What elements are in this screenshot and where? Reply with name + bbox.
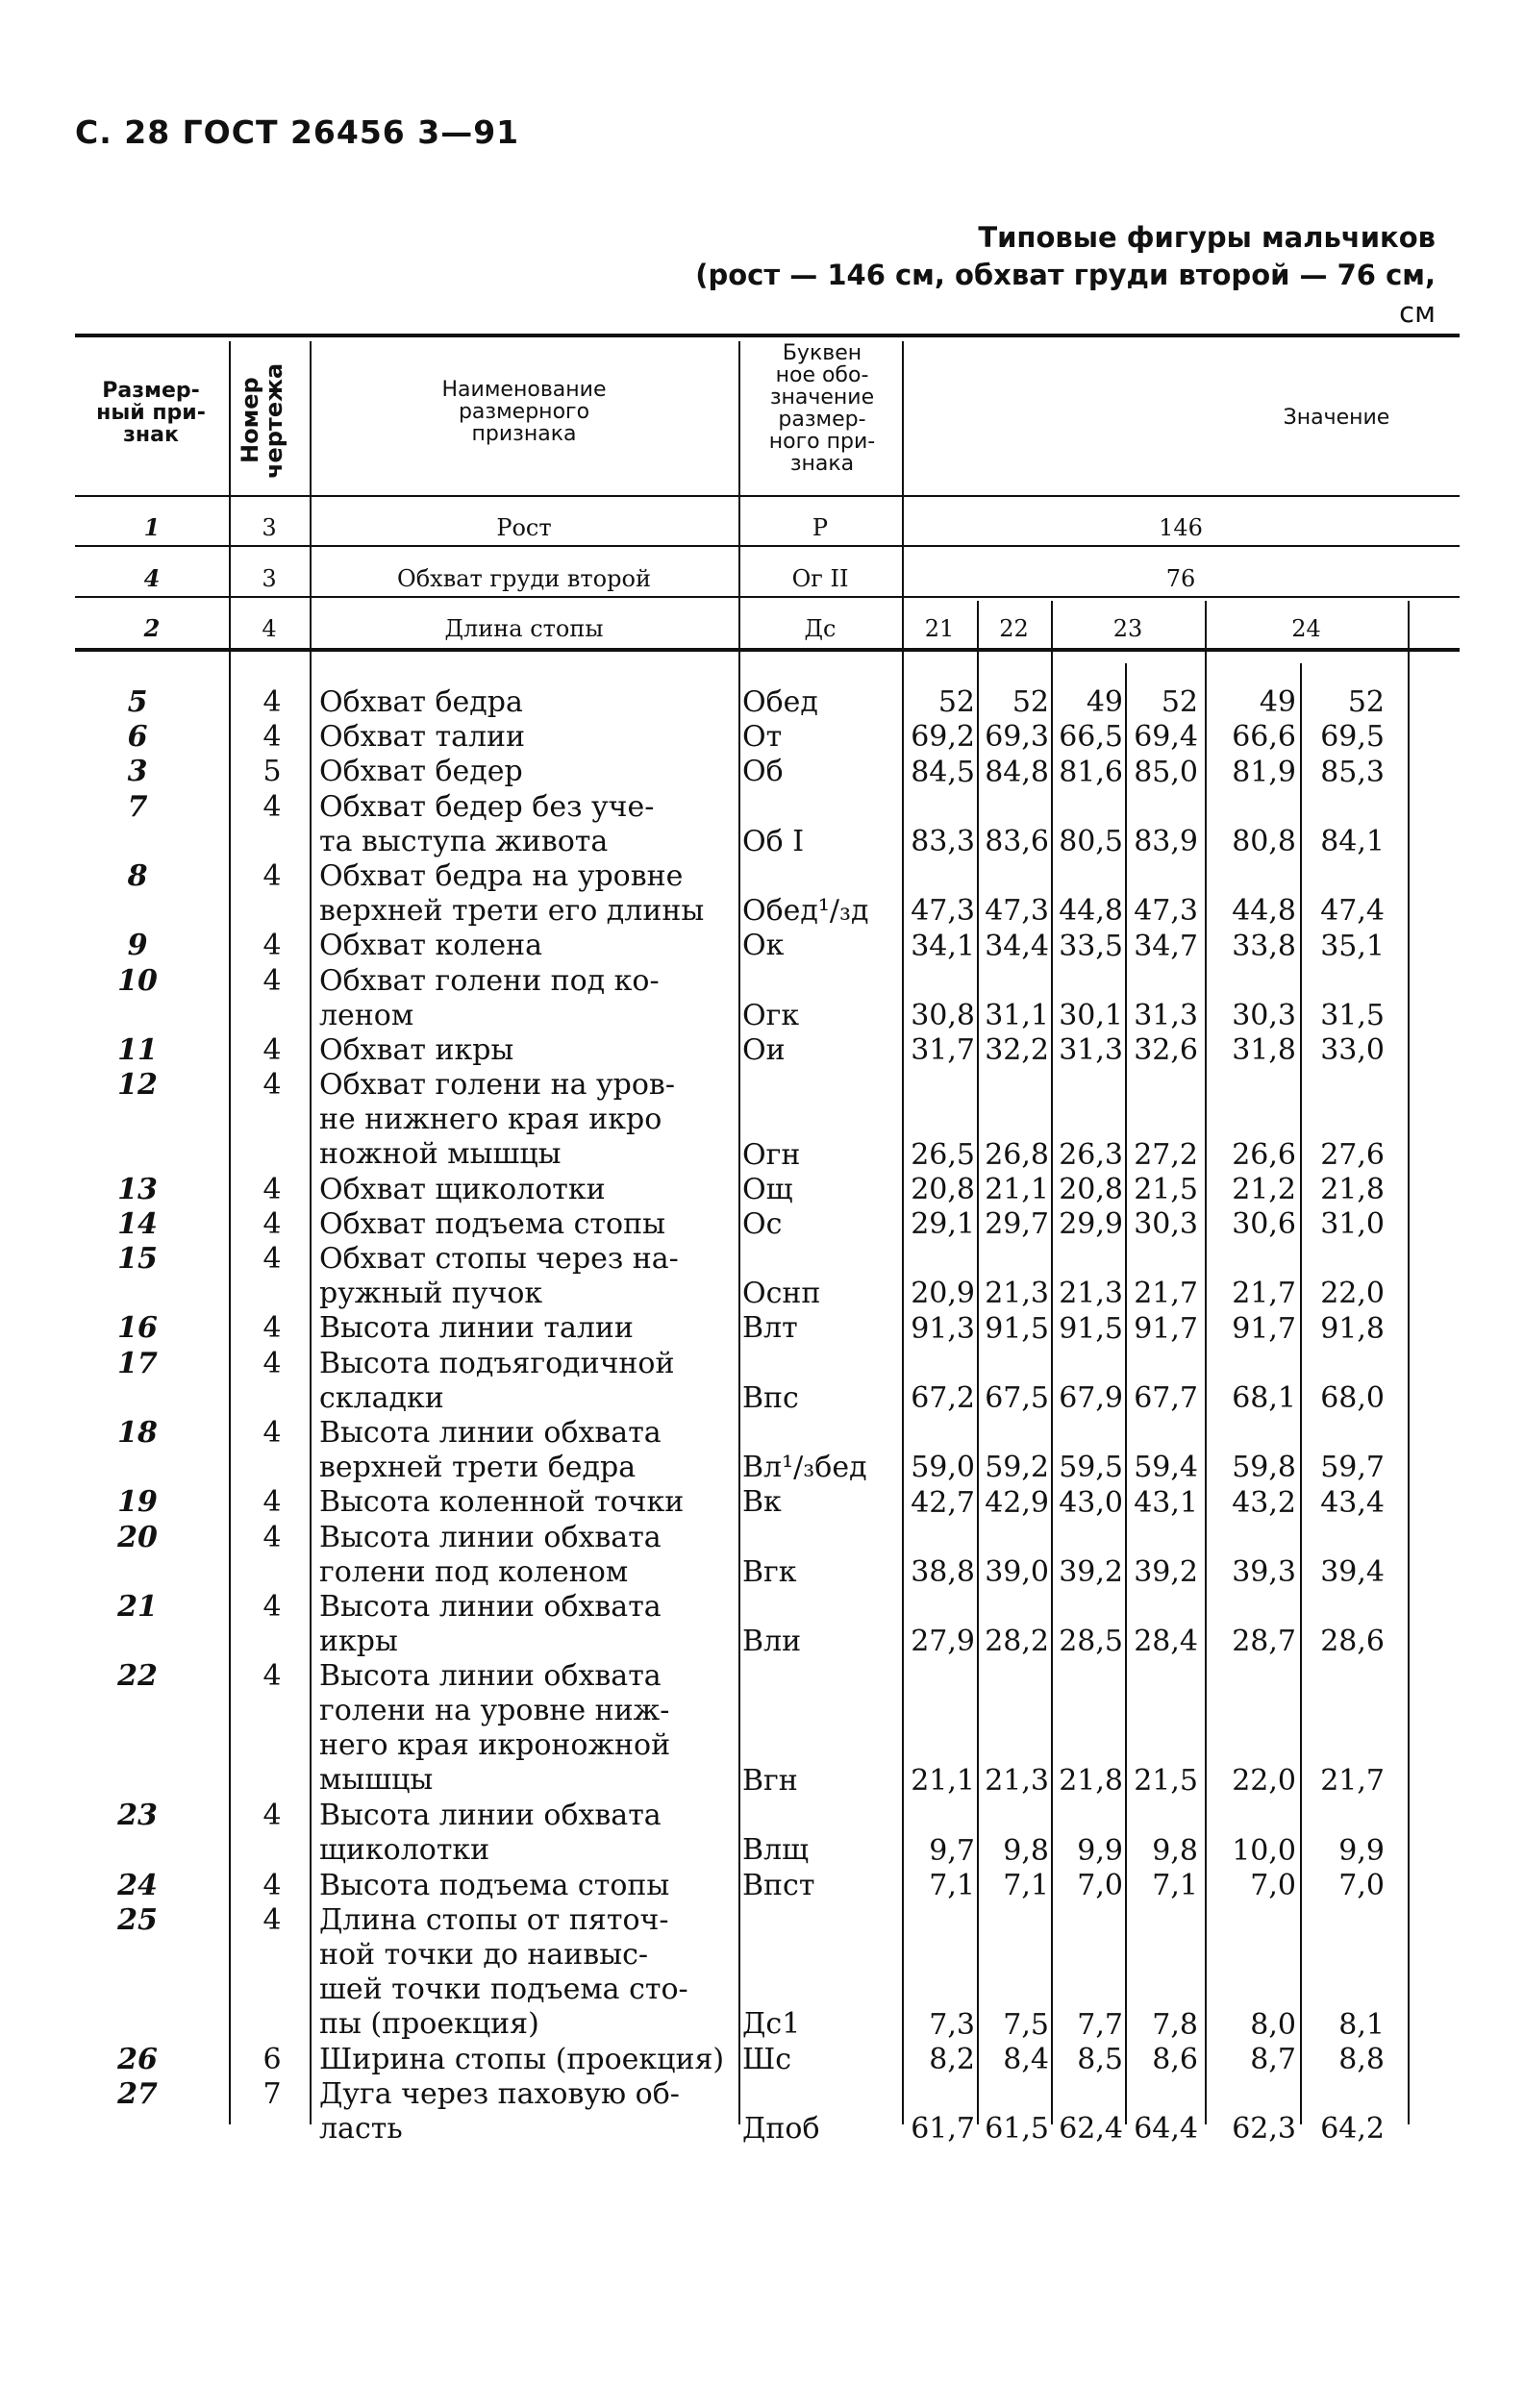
value-cell: 21,7 bbox=[1134, 1277, 1198, 1311]
foot-size-22: 22 bbox=[999, 615, 1029, 642]
value-cell: 20,8 bbox=[1059, 1172, 1123, 1206]
value-cell: 80,5 bbox=[1059, 824, 1123, 858]
feature-code: Вгн bbox=[742, 1764, 798, 1798]
feature-code: Оснп bbox=[742, 1277, 821, 1311]
row-drawing: 3 bbox=[262, 514, 277, 541]
value-cell: 91,3 bbox=[911, 1311, 975, 1346]
feature-code: Впс bbox=[742, 1380, 799, 1415]
feature-name: Дуга через паховую об- ласть bbox=[319, 2076, 680, 2146]
value-cell: 27,6 bbox=[1320, 1137, 1385, 1172]
row-code: Дс bbox=[804, 615, 837, 642]
feature-code: Ок bbox=[742, 929, 785, 963]
feature-code: Огн bbox=[742, 1137, 801, 1172]
feature-number: 27 bbox=[117, 2076, 158, 2111]
row-name: Длина стопы bbox=[444, 615, 604, 642]
value-cell: 66,6 bbox=[1232, 720, 1296, 755]
value-cell: 21,8 bbox=[1059, 1764, 1123, 1799]
value-cell: 52 bbox=[1012, 685, 1049, 720]
value-cell: 62,4 bbox=[1059, 2112, 1123, 2147]
feature-name: Обхват подъема стопы bbox=[319, 1206, 665, 1241]
feature-name: Высота линии талии bbox=[319, 1311, 634, 1346]
value-cell: 7,0 bbox=[1250, 1868, 1296, 1902]
title-line-1: Типовые фигуры мальчиков bbox=[978, 221, 1436, 254]
drawing-number: 4 bbox=[262, 1032, 282, 1067]
value-cell: 8,0 bbox=[1250, 2007, 1296, 2042]
row-name: Обхват груди второй bbox=[397, 565, 651, 592]
row-drawing: 3 bbox=[262, 565, 277, 592]
value-cell: 9,9 bbox=[1077, 1833, 1123, 1868]
value-cell: 67,2 bbox=[911, 1381, 975, 1416]
value-cell: 28,6 bbox=[1320, 1625, 1385, 1659]
table-row bbox=[75, 1485, 1460, 1520]
feature-number: 23 bbox=[117, 1799, 158, 1833]
drawing-number: 4 bbox=[262, 720, 282, 755]
feature-name: Высота коленной точки bbox=[319, 1485, 685, 1520]
table-body bbox=[75, 685, 1460, 2147]
value-cell: 21,7 bbox=[1232, 1277, 1296, 1311]
drawing-number: 4 bbox=[262, 1311, 282, 1346]
row-name: Рост bbox=[496, 514, 552, 541]
table-row bbox=[75, 720, 1460, 755]
feature-code: Ои bbox=[742, 1032, 786, 1067]
value-cell: 7,1 bbox=[1003, 1868, 1049, 1902]
value-cell: 8,5 bbox=[1077, 2042, 1123, 2076]
drawing-number: 4 bbox=[262, 1902, 282, 1937]
drawing-number: 4 bbox=[262, 1068, 282, 1103]
value-cell: 47,3 bbox=[1134, 894, 1198, 929]
value-cell: 47,3 bbox=[911, 894, 975, 929]
value-cell: 10,0 bbox=[1232, 1833, 1296, 1868]
value-cell: 32,2 bbox=[985, 1033, 1049, 1068]
feature-code: Влт bbox=[742, 1311, 798, 1346]
drawing-number: 4 bbox=[262, 963, 282, 998]
feature-code: Ощ bbox=[742, 1172, 793, 1206]
drawing-number: 4 bbox=[262, 1242, 282, 1277]
feature-code: Огк bbox=[742, 998, 800, 1032]
row-drawing: 4 bbox=[262, 615, 277, 642]
page-header: С. 28 ГОСТ 26456 3—91 bbox=[75, 113, 520, 151]
title-line-2: (рост — 146 см, обхват груди второй — 76 см, bbox=[695, 259, 1436, 291]
value-cell: 21,2 bbox=[1232, 1172, 1296, 1206]
value-cell: 52 bbox=[937, 685, 975, 720]
drawing-number: 5 bbox=[262, 755, 282, 789]
value-cell: 31,8 bbox=[1232, 1033, 1296, 1068]
drawing-number: 4 bbox=[262, 789, 282, 824]
feature-number: 13 bbox=[117, 1172, 158, 1206]
feature-name: Обхват щиколотки bbox=[319, 1172, 606, 1206]
value-cell: 59,4 bbox=[1134, 1451, 1198, 1485]
value-cell: 84,8 bbox=[985, 755, 1049, 789]
drawing-number: 4 bbox=[262, 1172, 282, 1206]
value-cell: 61,7 bbox=[911, 2112, 975, 2147]
value-cell: 20,9 bbox=[911, 1277, 975, 1311]
feature-code: Вли bbox=[742, 1625, 802, 1659]
feature-number: 7 bbox=[127, 789, 148, 824]
feature-number: 15 bbox=[117, 1242, 158, 1277]
value-cell: 9,8 bbox=[1003, 1833, 1049, 1868]
feature-name: Высота линии обхвата щиколотки bbox=[319, 1799, 662, 1868]
feature-name: Длина стопы от пяточ- ной точки до наивыс- шей точки подъема сто- пы (проекция) bbox=[319, 1902, 688, 2041]
value-cell: 7,0 bbox=[1338, 1868, 1385, 1902]
value-cell: 39,3 bbox=[1232, 1555, 1296, 1590]
value-cell: 81,9 bbox=[1232, 755, 1296, 789]
feature-name: Высота линии обхвата верхней трети бедра bbox=[319, 1416, 662, 1485]
table-row bbox=[75, 1207, 1460, 1242]
table-row bbox=[75, 755, 1460, 789]
value-cell: 91,5 bbox=[1059, 1311, 1123, 1346]
value-cell: 69,5 bbox=[1320, 720, 1385, 755]
value-cell: 28,4 bbox=[1134, 1625, 1198, 1659]
feature-number: 17 bbox=[117, 1346, 158, 1380]
row-rule-3 bbox=[75, 648, 1460, 652]
value-cell: 91,8 bbox=[1320, 1311, 1385, 1346]
value-cell: 47,4 bbox=[1320, 894, 1385, 929]
value-cell: 83,6 bbox=[985, 824, 1049, 858]
foot-size-21: 21 bbox=[924, 615, 955, 642]
table-row bbox=[75, 1173, 1460, 1207]
foot-size-24: 24 bbox=[1291, 615, 1321, 642]
value-cell: 21,1 bbox=[985, 1172, 1049, 1206]
value-cell: 28,7 bbox=[1232, 1625, 1296, 1659]
feature-name: Обхват талии bbox=[319, 720, 526, 755]
feature-code: Шс bbox=[742, 2042, 792, 2076]
feature-name: Обхват бедра bbox=[319, 685, 523, 719]
header-value: Значение bbox=[1283, 406, 1390, 430]
feature-name: Ширина стопы (проекция) bbox=[319, 2042, 725, 2076]
feature-name: Обхват бедра на уровне верхней трети его длины bbox=[319, 858, 705, 928]
row-value: 146 bbox=[1159, 514, 1203, 541]
value-cell: 67,7 bbox=[1134, 1381, 1198, 1416]
value-cell: 80,8 bbox=[1232, 824, 1296, 858]
feature-code: Дпоб bbox=[742, 2111, 820, 2146]
header-feature-no: Размер-ный при-знак bbox=[96, 379, 206, 447]
feature-number: 22 bbox=[117, 1659, 158, 1694]
value-cell: 68,1 bbox=[1232, 1381, 1296, 1416]
value-cell: 39,0 bbox=[985, 1555, 1049, 1590]
feature-number: 6 bbox=[127, 720, 148, 755]
feature-number: 16 bbox=[117, 1311, 158, 1346]
foot-size-23: 23 bbox=[1112, 615, 1143, 642]
drawing-number: 7 bbox=[262, 2076, 282, 2111]
value-cell: 8,6 bbox=[1152, 2042, 1198, 2076]
table-row bbox=[75, 1869, 1460, 1903]
value-cell: 7,1 bbox=[1152, 1868, 1198, 1902]
value-cell: 21,1 bbox=[911, 1764, 975, 1799]
feature-code: Ос bbox=[742, 1206, 783, 1241]
value-cell: 21,5 bbox=[1134, 1764, 1198, 1799]
value-cell: 21,3 bbox=[985, 1764, 1049, 1799]
feature-number: 11 bbox=[117, 1032, 158, 1067]
drawing-number: 4 bbox=[262, 1799, 282, 1833]
value-cell: 39,2 bbox=[1134, 1555, 1198, 1590]
value-cell: 35,1 bbox=[1320, 929, 1385, 963]
drawing-number: 4 bbox=[262, 929, 282, 963]
value-cell: 31,3 bbox=[1134, 998, 1198, 1032]
value-cell: 52 bbox=[1347, 685, 1385, 720]
value-cell: 83,3 bbox=[911, 824, 975, 858]
value-cell: 28,5 bbox=[1059, 1625, 1123, 1659]
feature-code: Впст bbox=[742, 1868, 815, 1902]
feature-name: Обхват стопы через на- ружный пучок bbox=[319, 1242, 679, 1311]
feature-number: 5 bbox=[127, 685, 148, 719]
value-cell: 31,0 bbox=[1320, 1207, 1385, 1242]
table-row bbox=[75, 1311, 1460, 1346]
value-cell: 69,3 bbox=[985, 720, 1049, 755]
value-cell: 20,8 bbox=[911, 1172, 975, 1206]
drawing-number: 4 bbox=[262, 1416, 282, 1451]
value-cell: 38,8 bbox=[911, 1555, 975, 1590]
value-cell: 26,3 bbox=[1059, 1137, 1123, 1172]
row-code: Ог II bbox=[791, 565, 849, 592]
value-cell: 31,7 bbox=[911, 1033, 975, 1068]
value-cell: 34,1 bbox=[911, 929, 975, 963]
feature-name: Высота подъема стопы bbox=[319, 1868, 670, 1902]
feature-name: Высота линии обхвата голени под коленом bbox=[319, 1520, 662, 1589]
table-row bbox=[75, 964, 1460, 1033]
feature-code: Обед¹/₃д bbox=[742, 894, 869, 929]
table-row bbox=[75, 1347, 1460, 1416]
feature-number: 10 bbox=[117, 963, 158, 998]
row-value: 76 bbox=[1165, 565, 1196, 592]
value-cell: 26,6 bbox=[1232, 1137, 1296, 1172]
value-cell: 29,1 bbox=[911, 1207, 975, 1242]
value-cell: 44,8 bbox=[1059, 894, 1123, 929]
feature-name: Высота линии обхвата икры bbox=[319, 1590, 662, 1659]
value-cell: 21,8 bbox=[1320, 1172, 1385, 1206]
value-cell: 67,5 bbox=[985, 1381, 1049, 1416]
value-cell: 33,0 bbox=[1320, 1033, 1385, 1068]
value-cell: 21,5 bbox=[1134, 1172, 1198, 1206]
feature-name: Обхват бедер bbox=[319, 755, 523, 789]
table-row bbox=[75, 685, 1460, 720]
feature-number: 9 bbox=[127, 929, 148, 963]
value-cell: 32,6 bbox=[1134, 1033, 1198, 1068]
value-cell: 59,8 bbox=[1232, 1451, 1296, 1485]
feature-code: Вк bbox=[742, 1485, 782, 1520]
value-cell: 42,9 bbox=[985, 1485, 1049, 1520]
value-cell: 59,0 bbox=[911, 1451, 975, 1485]
value-cell: 59,5 bbox=[1059, 1451, 1123, 1485]
value-cell: 30,3 bbox=[1232, 998, 1296, 1032]
value-cell: 30,8 bbox=[911, 998, 975, 1032]
row-code: Р bbox=[812, 514, 829, 541]
value-cell: 59,7 bbox=[1320, 1451, 1385, 1485]
value-cell: 27,9 bbox=[911, 1625, 975, 1659]
value-cell: 26,8 bbox=[985, 1137, 1049, 1172]
table-row bbox=[75, 1068, 1460, 1173]
value-cell: 30,6 bbox=[1232, 1207, 1296, 1242]
feature-code: Об bbox=[742, 755, 784, 789]
value-cell: 43,2 bbox=[1232, 1485, 1296, 1520]
feature-name: Высота подъягодичной складки bbox=[319, 1346, 675, 1415]
value-cell: 66,5 bbox=[1059, 720, 1123, 755]
value-cell: 85,0 bbox=[1134, 755, 1198, 789]
value-cell: 67,9 bbox=[1059, 1381, 1123, 1416]
value-cell: 8,2 bbox=[929, 2042, 975, 2076]
value-cell: 39,2 bbox=[1059, 1555, 1123, 1590]
value-cell: 7,3 bbox=[929, 2007, 975, 2042]
table-row bbox=[75, 1242, 1460, 1311]
drawing-number: 4 bbox=[262, 858, 282, 893]
value-cell: 91,5 bbox=[985, 1311, 1049, 1346]
row-num: 1 bbox=[143, 513, 161, 541]
value-cell: 83,9 bbox=[1134, 824, 1198, 858]
feature-name: Обхват голени на уров- не нижнего края икро ножной мышцы bbox=[319, 1068, 675, 1172]
feature-code: Вл¹/₃бед bbox=[742, 1451, 867, 1485]
value-cell: 8,8 bbox=[1338, 2042, 1385, 2076]
value-cell: 30,1 bbox=[1059, 998, 1123, 1032]
value-cell: 31,5 bbox=[1320, 998, 1385, 1032]
table-row bbox=[75, 2077, 1460, 2147]
feature-number: 14 bbox=[117, 1206, 158, 1241]
feature-number: 3 bbox=[127, 755, 148, 789]
value-cell: 21,3 bbox=[1059, 1277, 1123, 1311]
feature-number: 18 bbox=[117, 1416, 158, 1451]
table-row bbox=[75, 1799, 1460, 1868]
row-rule-1 bbox=[75, 545, 1460, 547]
value-cell: 64,4 bbox=[1134, 2112, 1198, 2147]
feature-name: Обхват колена bbox=[319, 929, 542, 963]
table-row bbox=[75, 1521, 1460, 1590]
feature-name: Обхват икры bbox=[319, 1032, 514, 1067]
value-cell: 29,9 bbox=[1059, 1207, 1123, 1242]
value-cell: 47,3 bbox=[985, 894, 1049, 929]
drawing-number: 4 bbox=[262, 685, 282, 719]
value-cell: 43,1 bbox=[1134, 1485, 1198, 1520]
value-cell: 28,2 bbox=[985, 1625, 1049, 1659]
drawing-number: 4 bbox=[262, 1590, 282, 1625]
value-cell: 33,5 bbox=[1059, 929, 1123, 963]
drawing-number: 4 bbox=[262, 1520, 282, 1554]
table-row bbox=[75, 1659, 1460, 1799]
feature-code: От bbox=[742, 720, 783, 755]
row-num: 2 bbox=[143, 614, 161, 642]
value-cell: 33,8 bbox=[1232, 929, 1296, 963]
feature-name: Высота линии обхвата голени на уровне ниж- него края икроножной мышцы bbox=[319, 1659, 671, 1798]
feature-number: 24 bbox=[117, 1868, 158, 1902]
value-cell: 64,2 bbox=[1320, 2112, 1385, 2147]
drawing-number: 4 bbox=[262, 1206, 282, 1241]
feature-code: Влщ bbox=[742, 1833, 809, 1868]
value-cell: 34,7 bbox=[1134, 929, 1198, 963]
value-cell: 31,1 bbox=[985, 998, 1049, 1032]
table-top-rule bbox=[75, 334, 1460, 337]
header-code: Буквен ное обо-значение размер-ного при-знака bbox=[768, 341, 876, 476]
drawing-number: 4 bbox=[262, 1346, 282, 1380]
value-cell: 84,1 bbox=[1320, 824, 1385, 858]
table-row bbox=[75, 1416, 1460, 1485]
value-cell: 34,4 bbox=[985, 929, 1049, 963]
table-row bbox=[75, 1033, 1460, 1068]
row-num: 4 bbox=[143, 564, 161, 592]
value-cell: 8,4 bbox=[1003, 2042, 1049, 2076]
feature-code: Обед bbox=[742, 685, 818, 719]
feature-code: Дс1 bbox=[742, 2007, 801, 2042]
value-cell: 22,0 bbox=[1320, 1277, 1385, 1311]
table-row bbox=[75, 790, 1460, 859]
title-unit: см bbox=[1399, 296, 1436, 329]
value-cell: 85,3 bbox=[1320, 755, 1385, 789]
value-cell: 30,3 bbox=[1134, 1207, 1198, 1242]
value-cell: 21,3 bbox=[985, 1277, 1049, 1311]
value-cell: 59,2 bbox=[985, 1451, 1049, 1485]
table-row bbox=[75, 1903, 1460, 2043]
value-cell: 42,7 bbox=[911, 1485, 975, 1520]
value-cell: 91,7 bbox=[1232, 1311, 1296, 1346]
drawing-number: 4 bbox=[262, 1485, 282, 1520]
feature-number: 12 bbox=[117, 1068, 158, 1103]
value-cell: 9,7 bbox=[929, 1833, 975, 1868]
value-cell: 49 bbox=[1259, 685, 1296, 720]
feature-number: 8 bbox=[127, 858, 148, 893]
value-cell: 7,8 bbox=[1152, 2007, 1198, 2042]
table-title bbox=[695, 219, 1436, 332]
value-cell: 39,4 bbox=[1320, 1555, 1385, 1590]
drawing-number: 4 bbox=[262, 1868, 282, 1902]
value-cell: 31,3 bbox=[1059, 1033, 1123, 1068]
table-row bbox=[75, 2043, 1460, 2077]
table-row bbox=[75, 1590, 1460, 1659]
feature-number: 26 bbox=[117, 2042, 158, 2076]
value-cell: 9,9 bbox=[1338, 1833, 1385, 1868]
value-cell: 7,0 bbox=[1077, 1868, 1123, 1902]
feature-number: 20 bbox=[117, 1520, 158, 1554]
value-cell: 8,1 bbox=[1338, 2007, 1385, 2042]
value-cell: 29,7 bbox=[985, 1207, 1049, 1242]
value-cell: 52 bbox=[1161, 685, 1198, 720]
value-cell: 43,0 bbox=[1059, 1485, 1123, 1520]
feature-number: 25 bbox=[117, 1902, 158, 1937]
feature-number: 19 bbox=[117, 1485, 158, 1520]
value-cell: 68,0 bbox=[1320, 1381, 1385, 1416]
value-cell: 84,5 bbox=[911, 755, 975, 789]
value-cell: 9,8 bbox=[1152, 1833, 1198, 1868]
table-row bbox=[75, 859, 1460, 929]
feature-number: 21 bbox=[117, 1590, 158, 1625]
feature-code: Вгк bbox=[742, 1554, 797, 1589]
value-cell: 21,7 bbox=[1320, 1764, 1385, 1799]
value-cell: 69,4 bbox=[1134, 720, 1198, 755]
header-drawing-no: Номер чертежа bbox=[237, 362, 287, 479]
feature-name: Обхват голени под ко- леном bbox=[319, 963, 660, 1032]
value-cell: 62,3 bbox=[1232, 2112, 1296, 2147]
value-cell: 8,7 bbox=[1250, 2042, 1296, 2076]
feature-name: Обхват бедер без уче- та выступа живота bbox=[319, 789, 655, 858]
value-cell: 7,5 bbox=[1003, 2007, 1049, 2042]
header-bottom-rule bbox=[75, 495, 1460, 497]
value-cell: 26,5 bbox=[911, 1137, 975, 1172]
table-row bbox=[75, 929, 1460, 963]
value-cell: 91,7 bbox=[1134, 1311, 1198, 1346]
value-cell: 43,4 bbox=[1320, 1485, 1385, 1520]
drawing-number: 6 bbox=[262, 2042, 282, 2076]
value-cell: 22,0 bbox=[1232, 1764, 1296, 1799]
feature-code: Об I bbox=[742, 824, 805, 858]
value-cell: 27,2 bbox=[1134, 1137, 1198, 1172]
value-cell: 61,5 bbox=[985, 2112, 1049, 2147]
value-cell: 49 bbox=[1086, 685, 1123, 720]
drawing-number: 4 bbox=[262, 1659, 282, 1694]
value-cell: 69,2 bbox=[911, 720, 975, 755]
value-cell: 44,8 bbox=[1232, 894, 1296, 929]
value-cell: 7,1 bbox=[929, 1868, 975, 1902]
value-cell: 7,7 bbox=[1077, 2007, 1123, 2042]
row-rule-2 bbox=[75, 596, 1460, 598]
value-cell: 81,6 bbox=[1059, 755, 1123, 789]
header-name: Наименование размерного признака bbox=[441, 378, 607, 446]
